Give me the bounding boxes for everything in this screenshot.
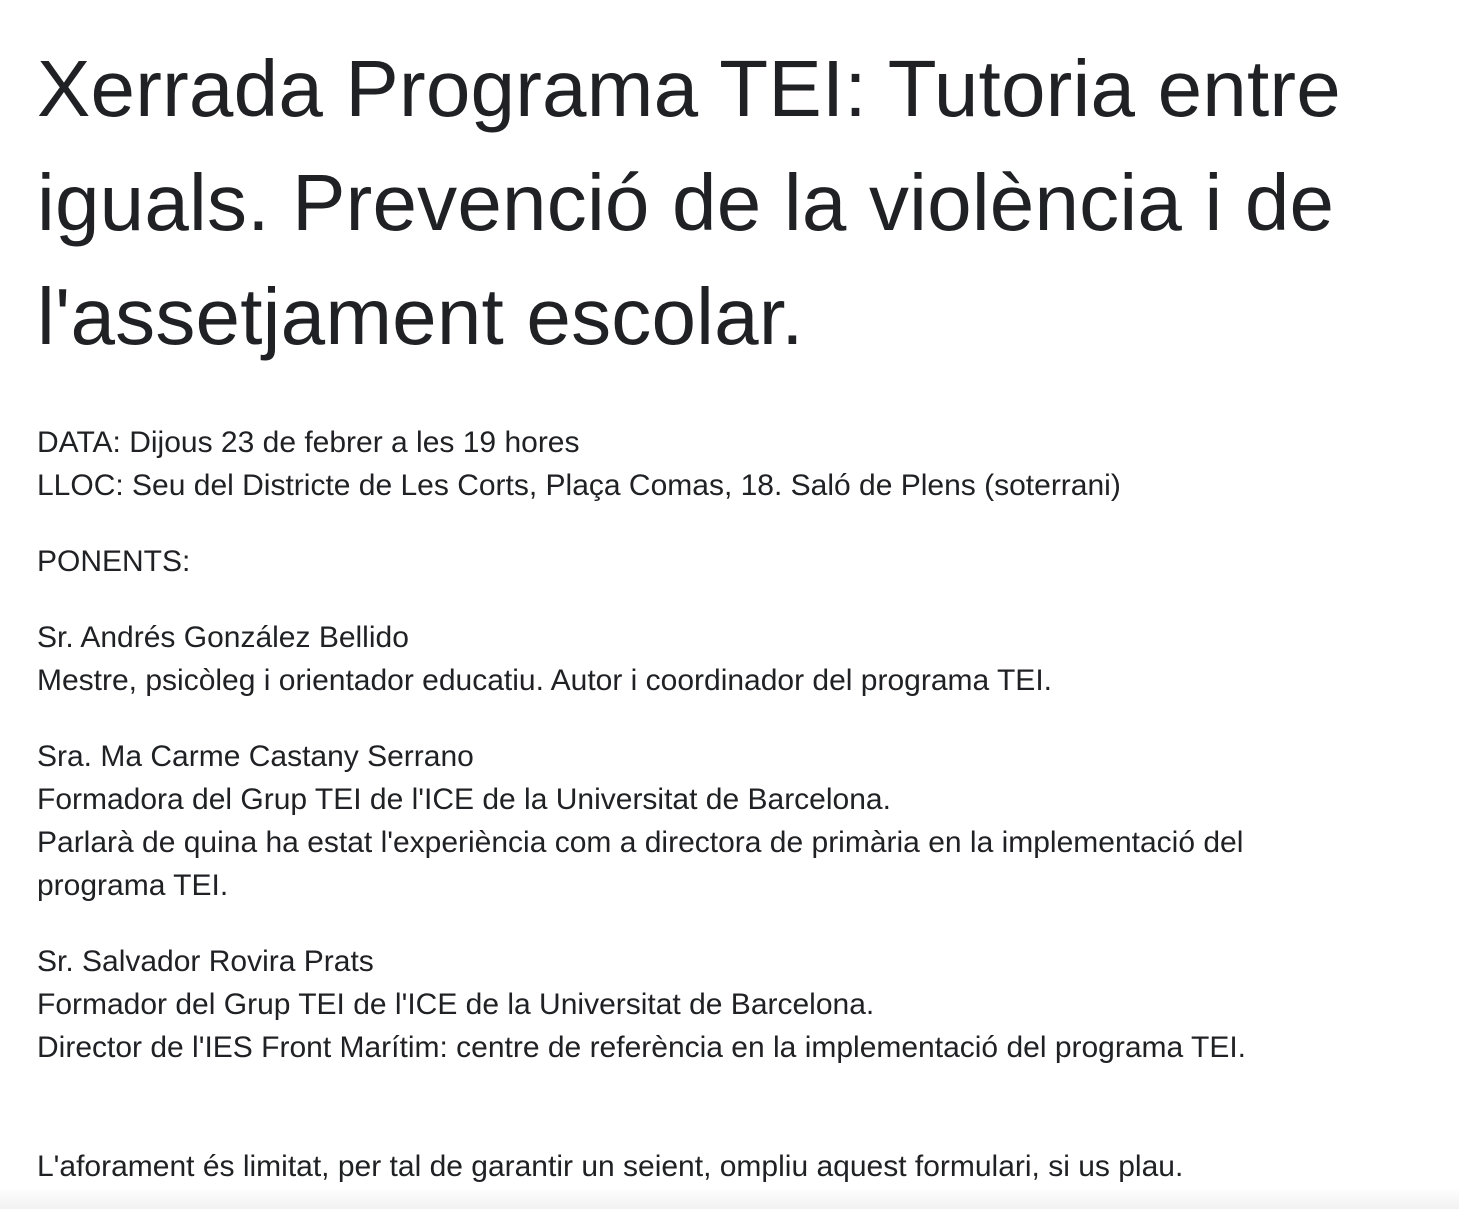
event-place: LLOC: Seu del Districte de Les Corts, Plaça Comas, 18. Saló de Plens (soterrani) bbox=[37, 469, 1121, 502]
speaker-description: Mestre, psicòleg i orientador educatiu. Autor i coordinador del programa TEI. bbox=[37, 664, 1052, 697]
capacity-note: L'aforament és limitat, per tal de garantir un seient, ompliu aquest formulari, si us plau. bbox=[37, 1150, 1184, 1183]
speaker-name: Sr. Andrés González Bellido bbox=[37, 621, 409, 654]
speaker-card bbox=[37, 940, 1437, 1069]
form-header bbox=[37, 32, 1437, 374]
speaker-description: Parlarà de quina ha estat l'experiència com a directora de primària en la implementació del programa TEI. bbox=[37, 826, 1244, 902]
speakers-heading-block bbox=[37, 540, 1437, 583]
capacity-note-block bbox=[37, 1145, 1437, 1188]
event-details bbox=[37, 421, 1437, 507]
speaker-name: Sra. Ma Carme Castany Serrano bbox=[37, 740, 474, 773]
bottom-fade-divider bbox=[0, 1187, 1459, 1209]
form-description bbox=[37, 421, 1437, 1188]
speaker-description: Director de l'IES Front Marítim: centre de referència en la implementació del programa TEI. bbox=[37, 1031, 1247, 1064]
speaker-card bbox=[37, 735, 1437, 907]
speaker-description: Formadora del Grup TEI de l'ICE de la Universitat de Barcelona. bbox=[37, 783, 891, 816]
page-title: Xerrada Programa TEI: Tutoria entre iguals. Prevenció de la violència i de l'assetjament escolar. bbox=[37, 44, 1341, 361]
speakers-heading: PONENTS: bbox=[37, 545, 191, 578]
speaker-card bbox=[37, 616, 1437, 702]
speaker-description: Formador del Grup TEI de l'ICE de la Universitat de Barcelona. bbox=[37, 988, 875, 1021]
event-date: DATA: Dijous 23 de febrer a les 19 hores bbox=[37, 426, 580, 459]
speaker-name: Sr. Salvador Rovira Prats bbox=[37, 945, 374, 978]
